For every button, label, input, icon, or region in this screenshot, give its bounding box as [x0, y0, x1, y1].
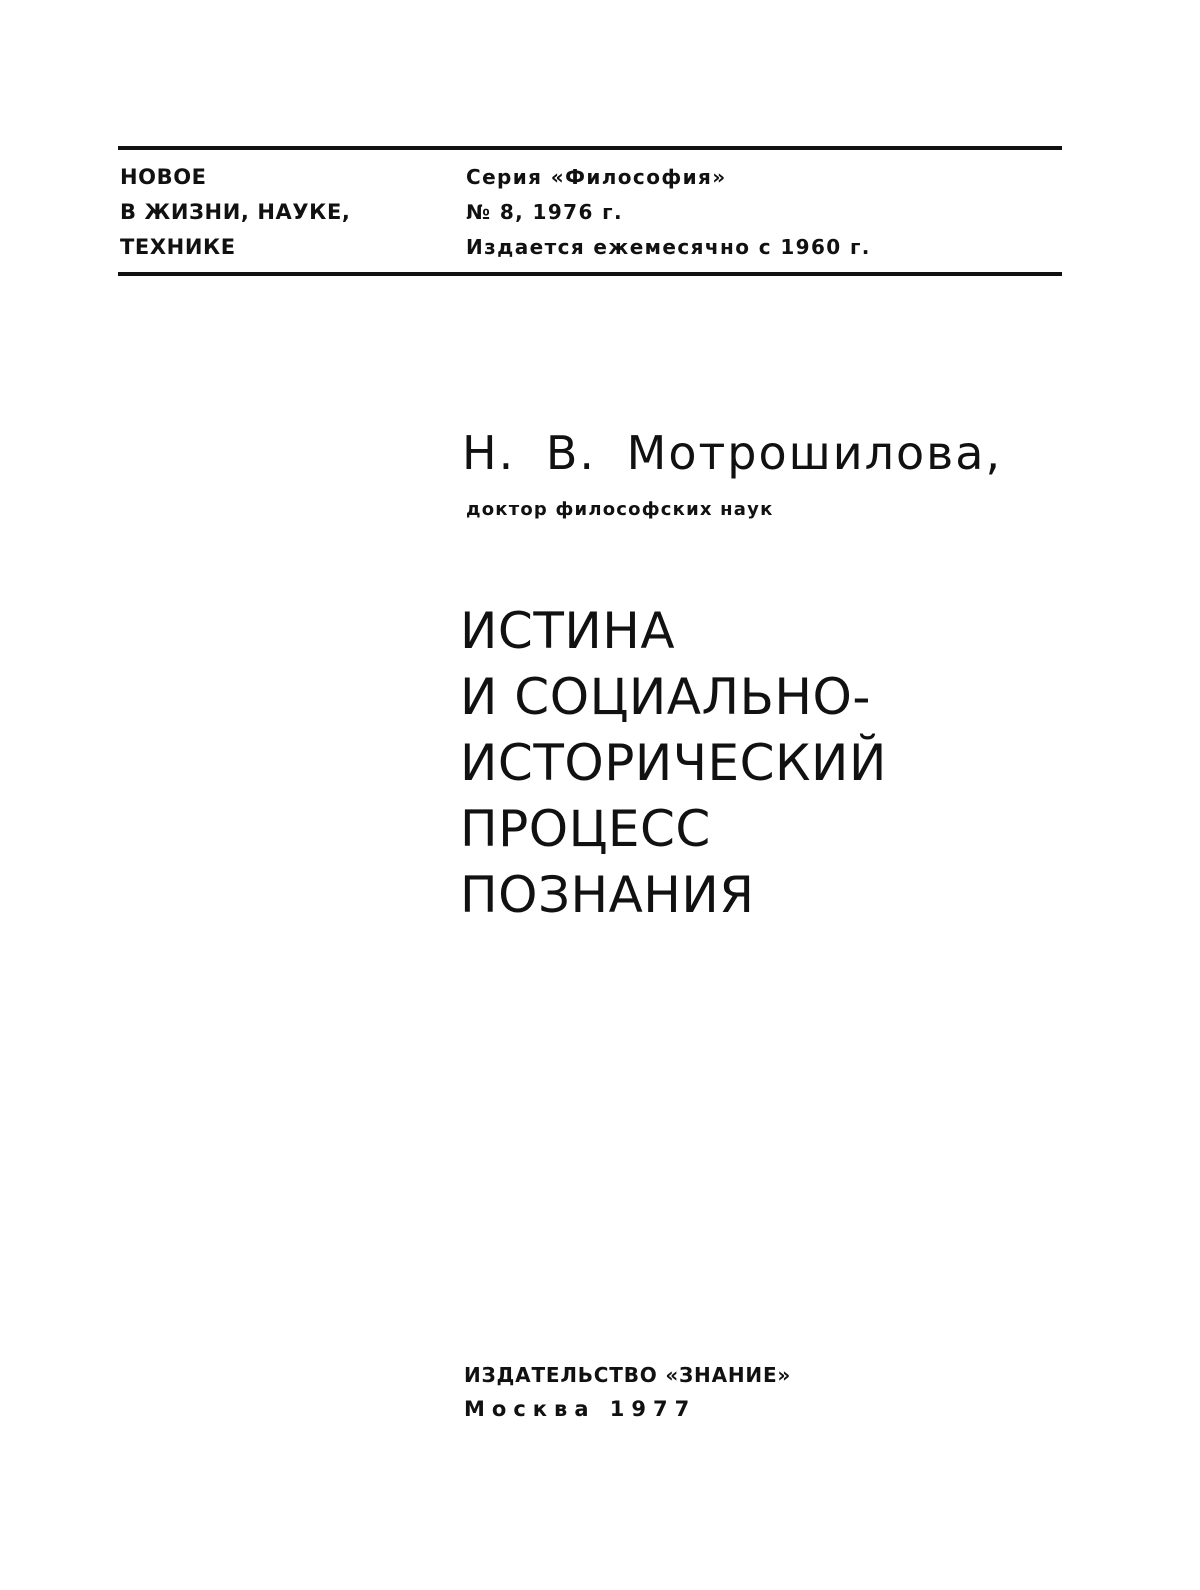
- book-title-line: ПРОЦЕСС: [460, 800, 711, 858]
- book-title-line: И СОЦИАЛЬНО-: [460, 668, 871, 726]
- header-top-rule: [118, 146, 1062, 150]
- series-name: Серия «Философия»: [466, 165, 727, 189]
- publication-place-year: Москва 1977: [464, 1397, 697, 1421]
- series-heading-line: НОВОЕ: [120, 165, 207, 189]
- book-title-line: ИСТОРИЧЕСКИЙ: [460, 734, 887, 792]
- author-degree: доктор философских наук: [466, 499, 774, 520]
- book-title-line: ИСТИНА: [460, 602, 676, 660]
- book-title-line: ПОЗНАНИЯ: [460, 866, 755, 924]
- publisher-block: [464, 1358, 1064, 1426]
- series-info: [466, 160, 1046, 265]
- book-title: [460, 598, 1060, 928]
- series-heading: [120, 160, 440, 265]
- header-bottom-rule: [118, 272, 1062, 276]
- series-heading-line: В ЖИЗНИ, НАУКЕ,: [120, 200, 351, 224]
- series-heading-line: ТЕХНИКЕ: [120, 235, 236, 259]
- author-name: Н. В. Мотрошилова,: [462, 426, 1003, 480]
- publication-frequency: Издается ежемесячно с 1960 г.: [466, 235, 871, 259]
- issue-number: № 8, 1976 г.: [466, 200, 623, 224]
- publisher-name: ИЗДАТЕЛЬСТВО «ЗНАНИЕ»: [464, 1363, 792, 1387]
